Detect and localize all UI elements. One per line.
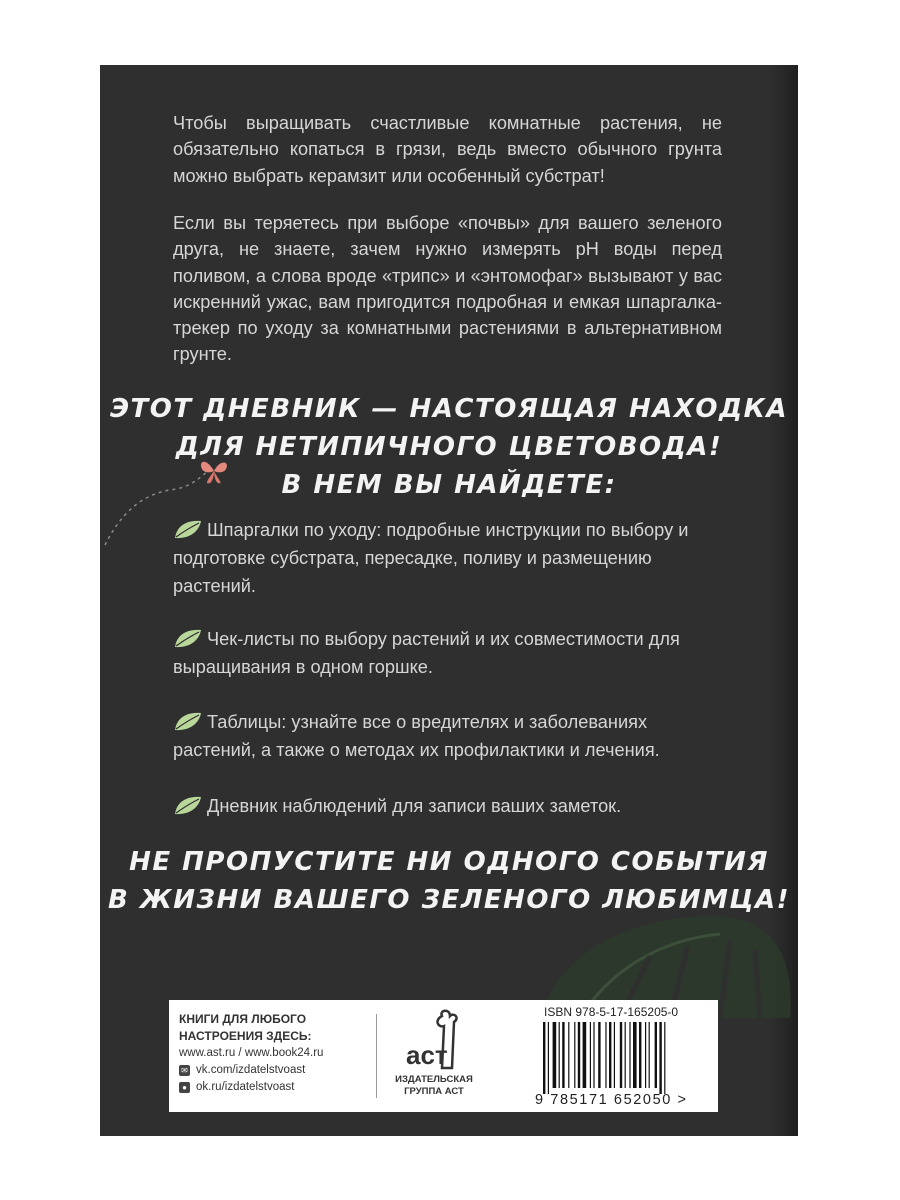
barcode-bar (620, 1022, 622, 1088)
publisher-info (179, 1011, 323, 1096)
barcode-bar (633, 1022, 637, 1088)
headline-line-1: ЭТОТ ДНЕВНИК — НАСТОЯЩАЯ НАХОДКА (109, 394, 789, 424)
isbn-label: ISBN 978-5-17-165205-0 (544, 1005, 679, 1019)
vk-row (179, 1062, 323, 1079)
publisher-line-1: ИЗДАТЕЛЬСКАЯ (395, 1074, 473, 1085)
barcode (539, 1022, 711, 1102)
barcode-bar (574, 1022, 575, 1088)
barcode-bar (614, 1022, 615, 1088)
book-back-cover (100, 65, 798, 1136)
barcode-bar (629, 1022, 630, 1088)
closing-line-1: НЕ ПРОПУСТИТЕ НИ ОДНОГО СОБЫТИЯ (129, 847, 769, 877)
publisher-line-2: ГРУППА АСТ (404, 1086, 464, 1097)
intro-paragraph-2: Если вы теряетесь при выборе «почвы» для вашего зеленого друга, не знаете, зачем нужно измерять pH воды перед поливом, а слова вроде «трипс» и «энтомофаг» вызывают у вас искренний ужас, вам пригодится подробная и емкая шпаргалка-трекер по уходу за комнатными растениями в альтернативном грунте. (173, 213, 722, 365)
intro-paragraph-1: Чтобы выращивать счастливые комнатные растения, не обязательно копаться в грязи, ведь вместо обычного грунта можно выбрать керамзит или особенный субстрат! (173, 113, 722, 186)
barcode-bar (639, 1022, 641, 1088)
info-heading-2: НАСТРОЕНИЯ ЗДЕСЬ: (179, 1029, 312, 1043)
websites: www.ast.ru / www.book24.ru (179, 1047, 324, 1059)
ast-logo-mark (384, 1008, 484, 1074)
feature-item-2-text: Чек-листы по выбору растений и их совместимости для выращивания в одном горшке. (173, 629, 680, 677)
barcode-bar (578, 1022, 580, 1088)
barcode-digits: 9 785171 652050 > (535, 1092, 688, 1108)
ok-link: ok.ru/izdatelstvoast (196, 1081, 295, 1093)
barcode-bar (593, 1022, 594, 1088)
barcode-bar (609, 1022, 611, 1088)
leaf-icon (173, 794, 203, 816)
barcode-bar (568, 1022, 569, 1088)
barcode-bar (664, 1022, 665, 1094)
barcode-bar (590, 1022, 591, 1088)
barcode-bar (598, 1022, 600, 1088)
feature-item-3-text: Таблицы: узнайте все о вредителях и заболеваниях растений, а также о методах их профилактики и лечения. (173, 712, 660, 760)
feature-item-1 (173, 516, 725, 600)
feature-item-2 (173, 625, 725, 681)
footer-divider (376, 1014, 377, 1098)
barcode-bar (583, 1022, 587, 1088)
barcode-bar (548, 1022, 549, 1094)
feature-item-3 (173, 708, 725, 764)
barcode-bar (562, 1022, 564, 1088)
feature-item-1-text: Шпаргалки по уходу: подробные инструкции по выбору и подготовке субстрата, пересадке, поливу и размещению растений. (173, 520, 689, 596)
barcode-bar (553, 1022, 557, 1088)
feature-item-4 (173, 792, 725, 820)
barcode-bar (649, 1022, 650, 1088)
headline-line-3: В НЕМ ВЫ НАЙДЕТЕ: (281, 470, 617, 500)
barcode-bar (645, 1022, 646, 1088)
feature-item-4-text: Дневник наблюдений для записи ваших заметок. (207, 796, 622, 816)
leaf-icon (173, 518, 203, 540)
footer-info-box (169, 1000, 718, 1112)
publisher-caption (384, 1074, 484, 1098)
vk-icon: ✉ (179, 1065, 190, 1076)
barcode-bar (625, 1022, 626, 1088)
barcode-bar (543, 1022, 545, 1094)
leaf-icon (173, 710, 203, 732)
ok-row (179, 1079, 323, 1096)
leaf-icon (173, 627, 203, 649)
ast-logo (384, 1008, 484, 1106)
barcode-bar (559, 1022, 560, 1088)
barcode-bar (659, 1022, 661, 1094)
ast-logo-text: аст (406, 1040, 448, 1070)
barcode-bar (655, 1022, 657, 1088)
closing-line-2: В ЖИЗНИ ВАШЕГО ЗЕЛЕНОГО ЛЮБИМЦА! (108, 885, 790, 915)
info-heading-1: КНИГИ ДЛЯ ЛЮБОГО (179, 1012, 307, 1026)
vk-link: vk.com/izdatelstvoast (196, 1064, 306, 1076)
headline-line-2: ДЛЯ НЕТИПИЧНОГО ЦВЕТОВОДА! (175, 432, 723, 462)
ok-icon: ● (179, 1082, 190, 1093)
barcode-bar (605, 1022, 606, 1088)
